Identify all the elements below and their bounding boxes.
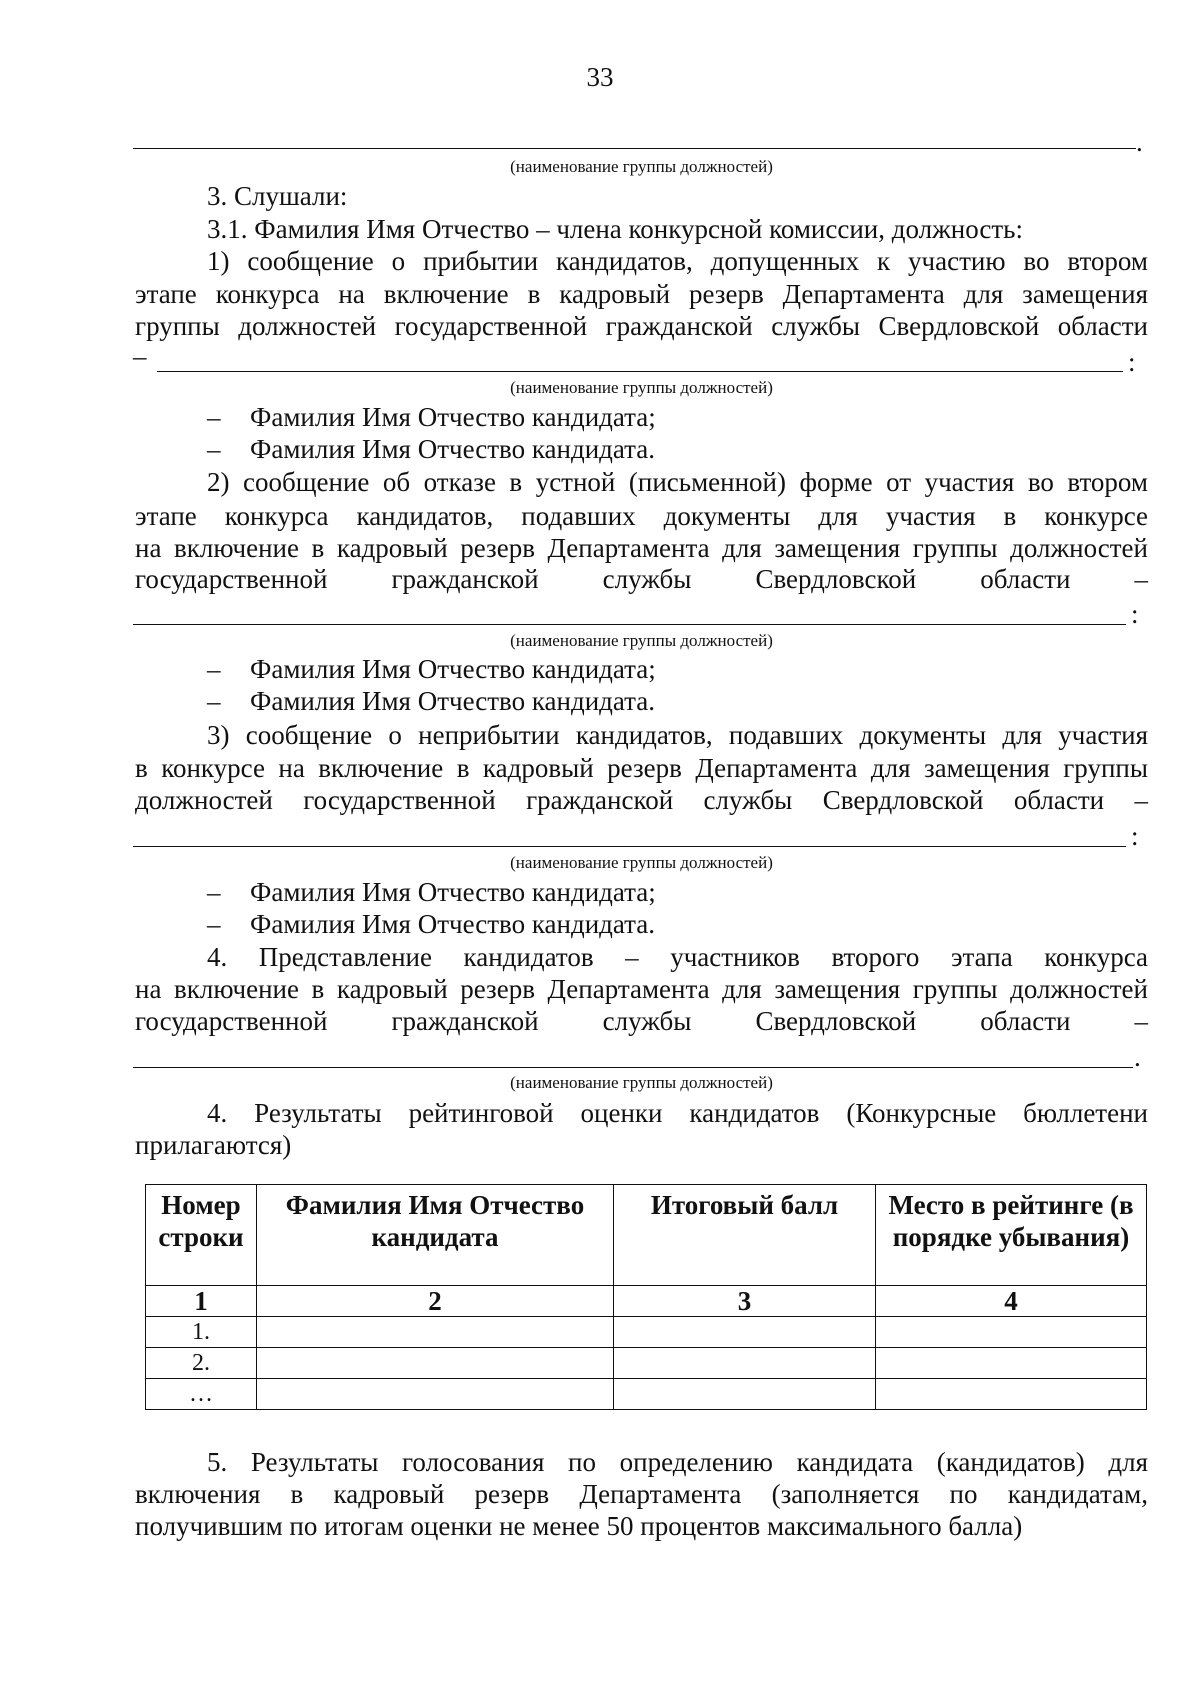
p3-line2: в конкурсе на включение в кадровый резерв Департамента для замещения группы [135,753,1148,783]
word: области [980,564,1071,594]
p2-line2: этапе конкурса кандидатов, подавших документы для участия в конкурсе [135,501,1148,531]
table-cell [876,1317,1147,1348]
p1-dash: – [133,341,147,371]
blank-line [157,371,1123,372]
table-row [146,1379,1147,1410]
col-header-row-number: Номер строки [146,1185,257,1286]
blank-line [133,846,1126,847]
col-header-total-score: Итоговый балл [614,1185,876,1286]
column-number: 2 [257,1286,614,1317]
table-cell [257,1379,614,1410]
column-number: 1 [146,1286,257,1317]
bullet-dash: – [207,909,221,939]
item-3-1: 3.1. Фамилия Имя Отчество – члена конкурсной комиссии, должность: [207,214,1023,244]
blank-line [133,148,1136,149]
table-cell [876,1379,1147,1410]
caption-group-name: (наименование группы должностей) [510,157,773,176]
p3-colon: : [1131,821,1139,851]
caption-group-name: (наименование группы должностей) [510,853,773,872]
p2-line1: 2) сообщение об отказе в устной (письменной) форме от участия во втором [207,467,1148,497]
word: участников [670,942,800,972]
word: Представление [258,942,432,972]
table-cell [614,1348,876,1379]
column-number: 4 [876,1286,1147,1317]
p4-line3 [135,1005,1148,1037]
table-row [146,1348,1147,1379]
table-cell [257,1317,614,1348]
candidate-name: Фамилия Имя Отчество кандидата. [250,909,656,939]
p2-line4 [135,563,1148,595]
table-cell [614,1317,876,1348]
word: Свердловской [755,564,917,594]
word: 4. [207,942,228,972]
candidate-name: Фамилия Имя Отчество кандидата. [250,434,656,464]
bullet-dash: – [207,686,221,716]
table-cell: 2. [146,1348,257,1379]
col-header-candidate-name: Фамилия Имя Отчество кандидата [257,1185,614,1286]
rating-table [145,1184,1147,1410]
page-number: 33 [586,62,614,92]
p3-line1: 3) сообщение о неприбытии кандидатов, подавших документы для участия [207,720,1148,750]
word: Свердловской [755,1006,917,1036]
table-cell: 1. [146,1317,257,1348]
word: государственной [135,1006,328,1036]
caption-group-name: (наименование группы должностей) [510,631,773,650]
p2-colon: : [1131,599,1139,629]
word: службы [602,1006,692,1036]
col-header-rank: Место в рейтинге (в порядке убывания) [876,1185,1147,1286]
caption-group-name: (наименование группы должностей) [510,378,773,397]
p4-period: . [1134,1042,1141,1072]
table-row [146,1317,1147,1348]
word: – [1134,564,1149,594]
p2-line3: на включение в кадровый резерв Департамента для замещения группы должностей [135,533,1148,563]
table-column-numbers-row [146,1286,1147,1317]
table-cell [876,1348,1147,1379]
candidate-name: Фамилия Имя Отчество кандидата; [250,877,656,907]
p4-line1 [207,941,1148,973]
caption-group-name: (наименование группы должностей) [510,1073,773,1092]
p1-line1: 1) сообщение о прибытии кандидатов, допущенных к участию во втором [207,246,1148,276]
candidate-name: Фамилия Имя Отчество кандидата; [250,402,656,432]
p1-line3: группы должностей государственной гражданской службы Свердловской области [135,311,1148,341]
word: конкурса [1044,942,1149,972]
p5-line2: прилагаются) [135,1130,292,1160]
blank-line [133,624,1126,625]
candidate-name: Фамилия Имя Отчество кандидата; [250,654,656,684]
bullet-dash: – [207,654,221,684]
word: – [1134,1006,1149,1036]
p6-line1: 5. Результаты голосования по определению кандидата (кандидатов) для [207,1447,1148,1477]
candidate-name: Фамилия Имя Отчество кандидата. [250,686,656,716]
table-header-row [146,1185,1147,1286]
word: области [980,1006,1071,1036]
p1-colon: : [1128,347,1136,377]
p4-line2: на включение в кадровый резерв Департамента для замещения группы должностей [135,974,1148,1004]
word: – [625,942,639,972]
table-cell [257,1348,614,1379]
word: гражданской [391,564,539,594]
word: службы [602,564,692,594]
heading-3: 3. Слушали: [207,181,348,211]
bullet-dash: – [207,434,221,464]
bullet-dash: – [207,877,221,907]
word: государственной [135,564,328,594]
p6-line3: получившим по итогам оценки не менее 50 процентов максимального балла) [135,1511,1023,1541]
bullet-dash: – [207,402,221,432]
word: гражданской [391,1006,539,1036]
table-cell: … [146,1379,257,1410]
p3-line3: должностей государственной гражданской службы Свердловской области – [135,785,1148,815]
p1-line2: этапе конкурса на включение в кадровый резерв Департамента для замещения [135,279,1148,309]
word: этапа [950,942,1013,972]
word: кандидатов [463,942,594,972]
p6-line2: включения в кадровый резерв Департамента (заполняется по кандидатам, [135,1479,1148,1509]
column-number: 3 [614,1286,876,1317]
table-cell [614,1379,876,1410]
p5-line1: 4. Результаты рейтинговой оценки кандидатов (Конкурсные бюллетени [207,1098,1148,1128]
word: второго [831,942,920,972]
blank-line [133,1067,1133,1068]
line-period: . [1136,127,1143,157]
